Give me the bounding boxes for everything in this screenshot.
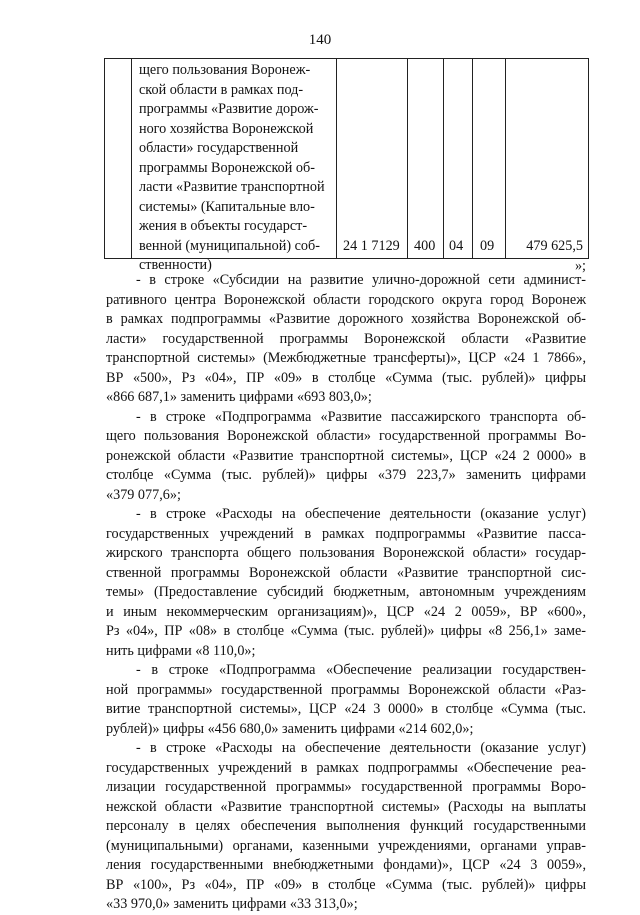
- paragraph-line: витие транспортной системы», ЦСР «24 3 0000» в столбце «Сумма (тыс.: [106, 701, 586, 717]
- table-cell-pr: 09: [480, 238, 495, 254]
- table-cell-name: [139, 61, 339, 276]
- table-column-divider: [505, 59, 506, 259]
- table-column-divider: [407, 59, 408, 259]
- paragraph-line: и иным некоммерческим организациям)», ЦСР «24 2 0059», ВР «600»,: [106, 603, 586, 620]
- paragraph-line: «33 970,0» заменить цифрами «33 313,0»;: [106, 896, 358, 912]
- paragraph: [106, 739, 586, 915]
- table-cell-name-line: программы «Развитие дорож-: [139, 101, 319, 117]
- table-column-divider: [443, 59, 444, 259]
- paragraph-line: рублей)» цифры «456 680,0» заменить цифрами «214 602,0»;: [106, 720, 474, 737]
- table-fragment: [104, 58, 589, 273]
- paragraph-line: государственных учреждений в рамках подпрограммы «Развитие пасса-: [106, 525, 586, 542]
- paragraph: [106, 661, 586, 739]
- paragraph-line: нить цифрами «8 110,0»;: [106, 642, 256, 659]
- paragraph-line: транспортной системы» (Межбюджетные трансферты)», ЦСР «24 1 7866»,: [106, 350, 586, 366]
- paragraph-line: лизации государственной программы» государственной программы Воро-: [106, 779, 586, 795]
- paragraph-line: ной программы» государственной программы Воронежской области «Раз-: [106, 681, 586, 698]
- paragraph-line: нежской области «Развитие транспортной системы» (Расходы на выплаты: [106, 798, 586, 815]
- paragraph-line: ронежской области «Развитие транспортной системы», ЦСР «24 2 0000» в: [106, 447, 586, 464]
- table-cell-name-line: венной (муниципальной) соб-: [139, 237, 320, 254]
- table-column-divider: [472, 59, 473, 259]
- paragraph-line: ственной программы Воронежской области «Развитие транспортной сис-: [106, 564, 586, 581]
- paragraph-line: ласти» государственной программы Воронежской области «Развитие: [106, 330, 586, 347]
- paragraph: [106, 505, 586, 661]
- paragraph-line: щего пользования Воронежской области» государственной программы Во-: [106, 428, 586, 444]
- paragraph-line: - в строке «Подпрограмма «Обеспечение реализации государствен-: [136, 662, 586, 678]
- table-border-left: [104, 59, 105, 259]
- paragraph: [106, 408, 586, 506]
- table-cell-sum: 479 625,5: [526, 238, 583, 254]
- table-cell-name-line: ласти «Развитие транспортной: [139, 179, 325, 195]
- paragraph-line: персоналу в целях обеспечения выполнения функций государственными: [106, 818, 586, 834]
- paragraph-line: - в строке «Субсидии на развитие улично-дорожной сети админист-: [136, 272, 586, 288]
- paragraph-line: Рз «04», ПР «08» в столбце «Сумма (тыс. рублей)» цифры «8 256,1» заме-: [106, 623, 586, 639]
- closing-quote: »;: [574, 258, 586, 274]
- table-cell-rz: 04: [449, 238, 464, 254]
- table-cell-name-line: жения в объекты государст-: [139, 218, 308, 234]
- paragraph: [106, 271, 586, 408]
- paragraph-line: - в строке «Расходы на обеспечение деятельности (оказание услуг): [136, 740, 586, 756]
- table-column-divider: [131, 59, 132, 259]
- page-number: 140: [308, 32, 332, 48]
- paragraph-line: ВР «100», Рз «04», ПР «09» в столбце «Сумма (тыс. рублей)» цифры: [106, 876, 586, 893]
- table-cell-vr: 400: [414, 238, 436, 254]
- table-cell-name-line: щего пользования Воронеж-: [139, 62, 311, 78]
- paragraph-line: жирского транспорта общего пользования Воронежской области» государ-: [106, 545, 586, 561]
- table-cell-name-line: ственности): [139, 257, 212, 273]
- table-cell-name-line: программы Воронежской об-: [139, 159, 315, 176]
- paragraph-line: ления государственными внебюджетными фондами)», ЦСР «24 3 0059»,: [106, 857, 586, 873]
- table-cell-name-line: ской области в рамках под-: [139, 81, 304, 98]
- table-cell-name-line: системы» (Капитальные вло-: [139, 198, 315, 215]
- paragraph-line: столбце «Сумма (тыс. рублей)» цифры «379 223,7» заменить цифрами: [106, 467, 586, 483]
- paragraph-line: темы» (Предоставление субсидий бюджетным, автономным учреждениям: [106, 584, 586, 600]
- paragraph-line: - в строке «Расходы на обеспечение деятельности (оказание услуг): [136, 506, 586, 522]
- document-body: [106, 271, 586, 915]
- paragraph-line: в рамках подпрограммы «Развитие дорожного хозяйства Воронежской об-: [106, 311, 586, 327]
- paragraph-line: государственных учреждений в рамках подпрограммы «Обеспечение реа-: [106, 759, 586, 776]
- paragraph-line: - в строке «Подпрограмма «Развитие пассажирского транспорта об-: [136, 408, 586, 425]
- paragraph-line: «379 077,6»;: [106, 486, 181, 503]
- paragraph-line: ративного центра Воронежской области городского округа город Воронеж: [106, 291, 586, 308]
- paragraph-line: (муниципальными) органами, казенными учреждениями, органами управ-: [106, 837, 586, 854]
- paragraph-line: ВР «500», Рз «04», ПР «09» в столбце «Сумма (тыс. рублей)» цифры: [106, 369, 586, 386]
- table-cell-name-line: области» государственной: [139, 140, 299, 156]
- table-cell-name-line: ного хозяйства Воронежской: [139, 120, 314, 137]
- table-cell-csr: 24 1 7129: [343, 238, 400, 254]
- paragraph-line: «866 687,1» заменить цифрами «693 803,0»;: [106, 389, 372, 405]
- table-border-right: [588, 59, 589, 259]
